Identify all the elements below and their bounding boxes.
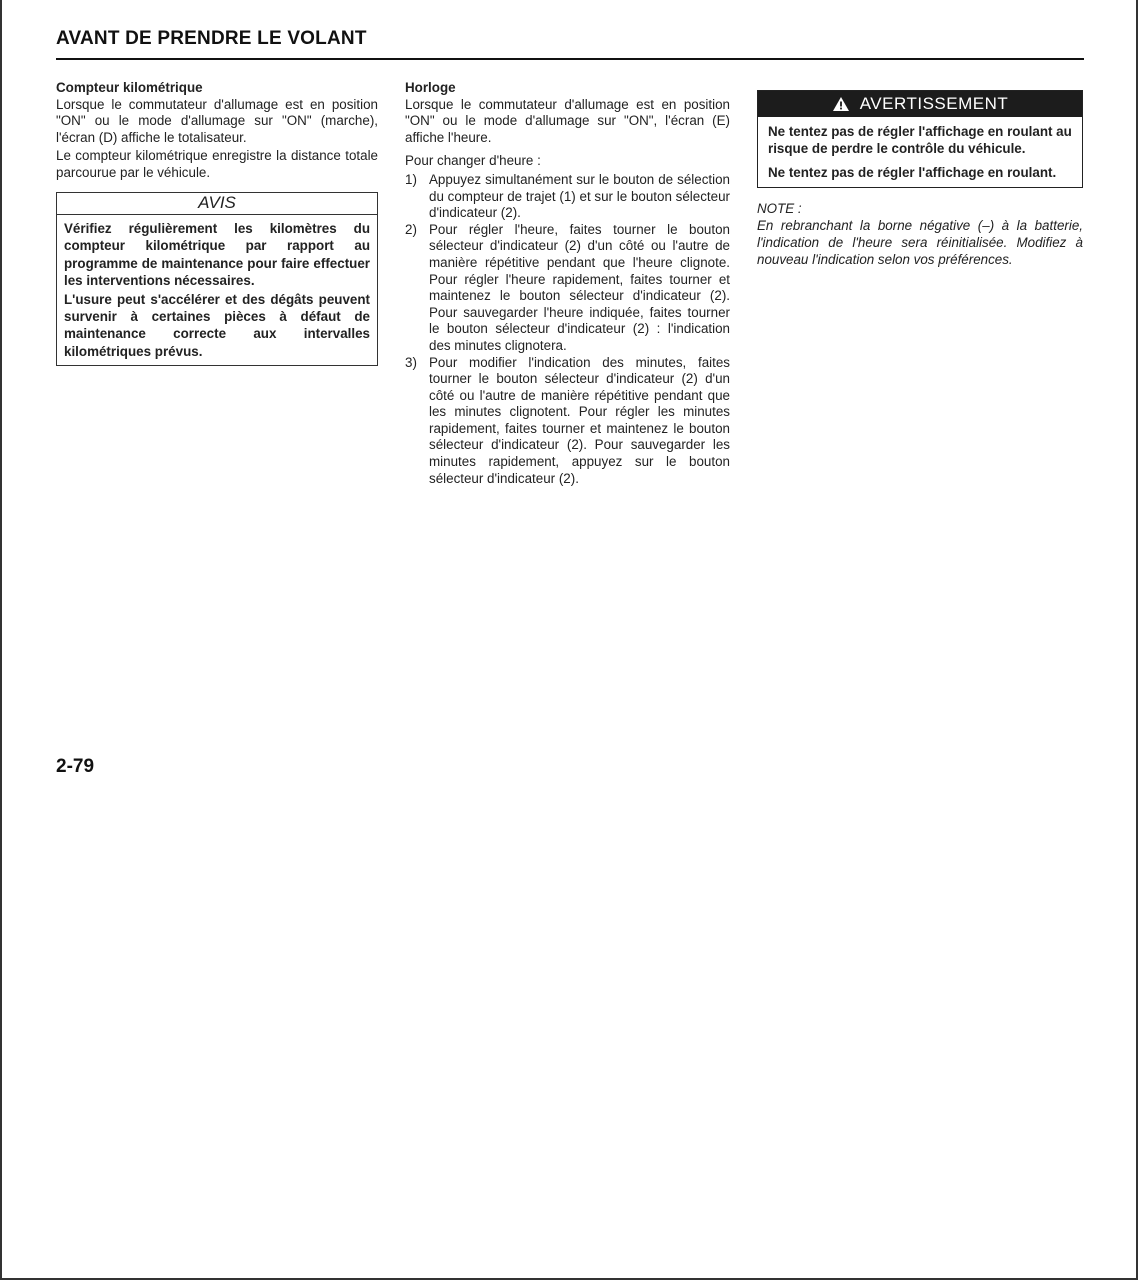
notice-paragraph-2: L'usure peut s'accélérer et des dégâts peuvent survenir à certaines pièces à défaut de maintenance correcte aux intervalles kilométriques prévus. (64, 291, 370, 359)
section-title-clock: Horloge (405, 80, 456, 95)
header-rule (56, 58, 1084, 60)
warning-box (757, 90, 1083, 188)
step-text: Pour régler l'heure, faites tourner le bouton sélecteur d'indicateur (2) d'un côté ou l'autre de manière répétitive pendant que l'heure clignote. Pour régler l'heure rapidement, faites tourner et maintenez le bouton sélecteur d'indicateur (2). Pour sauvegarder l'heure indiquée, faites tourner le bouton sélecteur d'indicateur (2) : l'indication des minutes clignotera. (429, 221, 730, 353)
warning-triangle-icon (832, 96, 850, 112)
step-text: Pour modifier l'indication des minutes, faites tourner le bouton sélecteur d'indicateur (2) d'un côté ou l'autre de manière répétitive pendant que les minutes clignotent. Pour régler les minutes rapidement, faites tourner et maintenez le bouton sélecteur d'indicateur (2). Pour sauvegarder les minutes rapidement, appuyez sur le bouton sélecteur d'indicateur (2). (429, 354, 730, 486)
note-block (757, 200, 1083, 268)
section-title-odometer: Compteur kilométrique (56, 80, 203, 95)
step-number: 3) (405, 354, 417, 370)
list-item (405, 222, 730, 355)
warning-paragraph-2: Ne tentez pas de régler l'affichage en roulant. (768, 164, 1057, 180)
odometer-paragraph-1: Lorsque le commutateur d'allumage est en position "ON" ou le mode d'allumage sur "ON" (marche), l'écran (D) affiche le totalisateur. (56, 96, 378, 145)
list-item (405, 172, 730, 222)
step-text: Appuyez simultanément sur le bouton de sélection du compteur de trajet (1) et sur le bouton sélecteur d'indicateur (2). (429, 171, 730, 221)
warning-title: AVERTISSEMENT (859, 93, 1009, 113)
column-clock (405, 80, 730, 487)
clock-steps-list (405, 172, 730, 487)
note-label: NOTE : (757, 201, 802, 217)
warning-paragraph-1: Ne tentez pas de régler l'affichage en roulant au risque de perdre le contrôle du véhicule. (768, 124, 1072, 156)
notice-paragraph-1: Vérifiez régulièrement les kilomètres du compteur kilométrique par rapport au programme de maintenance pour faire effectuer les interventions nécessaires. (64, 221, 370, 288)
warning-header (758, 91, 1082, 117)
notice-body (57, 215, 377, 365)
page-number: 2-79 (56, 756, 95, 777)
clock-paragraph-1: Lorsque le commutateur d'allumage est en position "ON" ou le mode d'allumage sur "ON", l'écran (E) affiche l'heure. (405, 96, 730, 145)
odometer-paragraph-2: Le compteur kilométrique enregistre la distance totale parcourue par le véhicule. (56, 148, 378, 180)
column-odometer (56, 80, 378, 366)
column-warning (757, 90, 1083, 268)
page-header-title: AVANT DE PRENDRE LE VOLANT (56, 28, 367, 49)
notice-title: AVIS (57, 193, 377, 216)
warning-body (758, 117, 1082, 187)
note-text: En rebranchant la borne négative (–) à la batterie, l'indication de l'heure sera réinitialisée. Modifiez à nouveau l'indication selon vos préférences. (757, 218, 1083, 268)
clock-subheading: Pour changer d'heure : (405, 153, 541, 169)
list-item (405, 355, 730, 488)
notice-box (56, 192, 378, 366)
step-number: 2) (405, 221, 417, 237)
step-number: 1) (405, 171, 417, 187)
page-edge-left (0, 0, 2, 1280)
